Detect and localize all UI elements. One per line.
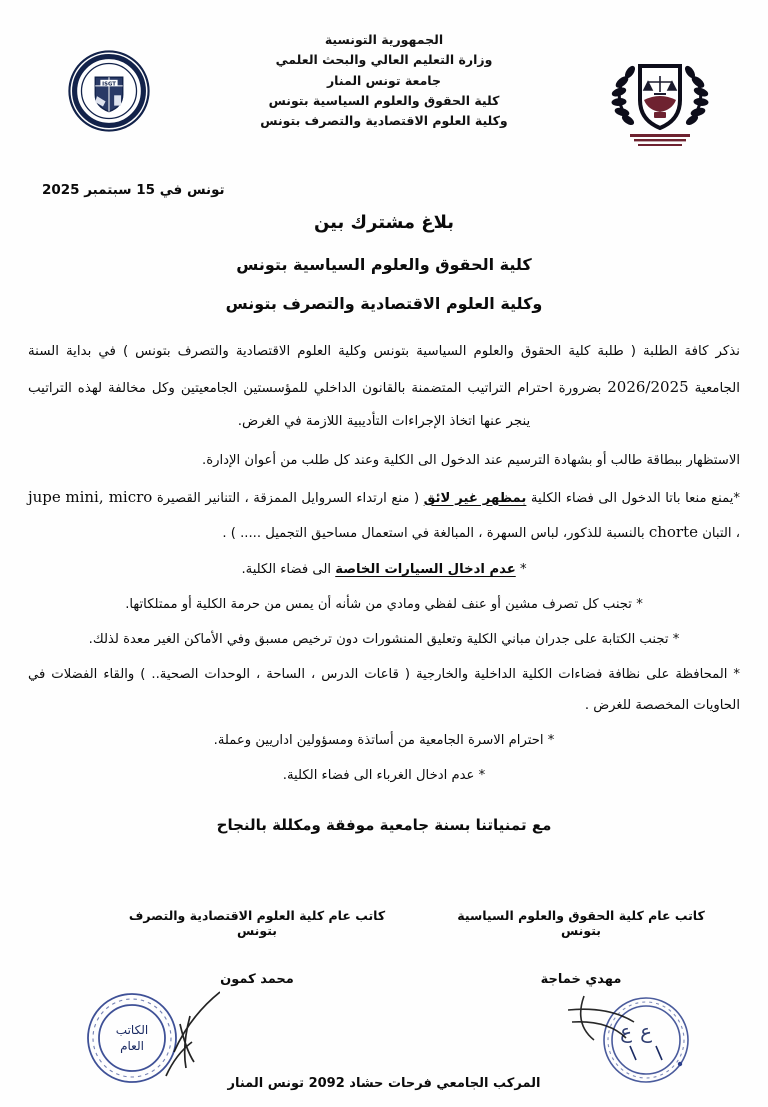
- rule-text: عدم ادخال الغرباء الى فضاء الكلية.: [282, 768, 475, 784]
- closing-wish: مع تمنياتنا بسنة جامعية موفقة ومكللة بالنجاح: [216, 816, 552, 834]
- latin-term-jupe: jupe: [28, 487, 61, 506]
- signature-title: كاتب عام كلية الحقوق والعلوم السياسية بتونس: [457, 908, 705, 938]
- rule-item-dress-code: [28, 480, 740, 551]
- signature-name: مهدي خماجة: [540, 972, 622, 987]
- rule-text-after: ( منع ارتداء السروايل الممزقة ، التنانير القصيرة: [156, 490, 420, 506]
- intro-part-2: بضرورة احترام التراتيب المتضمنة بالقانون الداخلي للمؤسستين الجامعيتين وكل مخالفة لهذه التراتيب ينجر عنها اتخاذ الإجراءات التأديبية اللازمة في الغرض.: [28, 380, 602, 429]
- rule-item-no-private-cars: [28, 554, 740, 585]
- ministry-line-5: وكلية العلوم الاقتصادية والتصرف بتونس: [260, 113, 508, 128]
- document-header: [0, 22, 768, 142]
- intro-paragraph: [28, 336, 740, 439]
- rule-item-no-graffiti: [28, 624, 740, 655]
- bullet-marker: *: [478, 768, 486, 784]
- rule-item-respect-staff: [28, 725, 740, 756]
- rule-item-no-violence: [28, 589, 740, 620]
- svg-text:ع: ع: [620, 1019, 632, 1043]
- latin-term-chorte: chorte: [648, 522, 698, 541]
- rule-text: احترام الاسرة الجامعية من أساتذة ومسؤولين اداريين وعملة.: [213, 733, 544, 749]
- rule-item-student-card: [28, 445, 740, 476]
- signature-law-faculty: [446, 908, 716, 987]
- latin-term-mini-micro: mini, micro: [65, 487, 153, 506]
- bullet-marker: *: [733, 667, 740, 683]
- rule-text-mid: ، التبان: [702, 525, 740, 541]
- title-faculty-economics: وكلية العلوم الاقتصادية والتصرف بتونس: [225, 294, 543, 313]
- date-line: تونس في 15 سبتمبر 2025: [42, 182, 225, 198]
- signature-title: كاتب عام كلية العلوم الاقتصادية والتصرف بتونس: [128, 908, 386, 938]
- title-block: [0, 212, 768, 313]
- bullet-marker: *: [636, 597, 643, 613]
- stamp-text-line-1: الكاتب: [115, 1023, 149, 1037]
- rules-list: [28, 445, 740, 792]
- bullet-marker: *: [519, 562, 527, 578]
- title-faculty-law: كلية الحقوق والعلوم السياسية بتونس: [236, 255, 532, 274]
- ministry-line-3: جامعة تونس المنار: [326, 72, 442, 88]
- faculty-of-law-scales-emblem-logo: [600, 38, 720, 150]
- rule-emphasis: بمظهر غير لائق: [423, 490, 527, 506]
- ministry-line-1: الجمهورية التونسية: [324, 32, 444, 47]
- rule-text-before: يمنع منعا باتا الدخول الى فضاء الكلية: [530, 490, 734, 506]
- page-title: بلاغ مشترك بين: [313, 212, 455, 233]
- stamp-text-line-2: العام: [120, 1039, 144, 1053]
- signature-name: محمد كمون: [220, 972, 294, 987]
- bullet-marker: *: [672, 632, 680, 648]
- rule-text-end: بالنسبة للذكور، لباس السهرة ، المبالغة في استعمال مساحيق التجميل ..... ) .: [222, 525, 645, 541]
- rule-text: تجنب الكتابة على جدران مباني الكلية وتعليق المنشورات دون ترخيص مسبق وفي الأماكن الغير معدة لذلك.: [88, 632, 669, 648]
- footer-address: المركب الجامعي فرحات حشاد 2092 تونس المنار: [227, 1076, 541, 1091]
- rule-emphasis: عدم ادخال السيارات الخاصة: [335, 562, 516, 578]
- bullet-marker: *: [733, 490, 740, 506]
- rule-text: تجنب كل تصرف مشين أو عنف لفظي ومادي من شأنه أن يمس من حرمة الكلية أو ممتلكاتها.: [125, 597, 632, 613]
- ministry-line-2: وزارة التعليم العالي والبحث العلمي: [275, 52, 493, 68]
- document-body: [28, 336, 740, 795]
- rule-text: الاستظهار ببطاقة طالب أو بشهادة الترسيم عند الدخول الى الكلية وعند كل طلب من أعوان الإدارة.: [202, 452, 740, 468]
- rule-text: المحافظة على نظافة فضاءات الكلية الداخلية والخارجية ( قاعات الدرس ، الساحة ، الوحدات الصحية.. ) والقاء الفضلات في الحاويات المخصصة للغرض .: [28, 667, 740, 714]
- svg-text:ISGT: ISGT: [102, 81, 116, 88]
- bullet-marker: *: [547, 733, 555, 749]
- rule-item-no-outsiders: [28, 760, 740, 791]
- ministry-line-4: كلية الحقوق والعلوم السياسية بتونس: [268, 92, 500, 108]
- academic-year: 2026/2025: [607, 377, 689, 396]
- signature-economics-faculty: [112, 908, 402, 987]
- rule-text-after: الى فضاء الكلية.: [241, 562, 332, 578]
- rule-item-cleanliness: [28, 659, 740, 721]
- svg-text:ع: ع: [640, 1019, 652, 1043]
- intro-part-1: نذكر كافة الطلبة ( طلبة كلية الحقوق والعلوم السياسية بتونس وكلية العلوم الاقتصادية والتصرف بتونس ) في بداية السنة الجامعية: [28, 344, 740, 396]
